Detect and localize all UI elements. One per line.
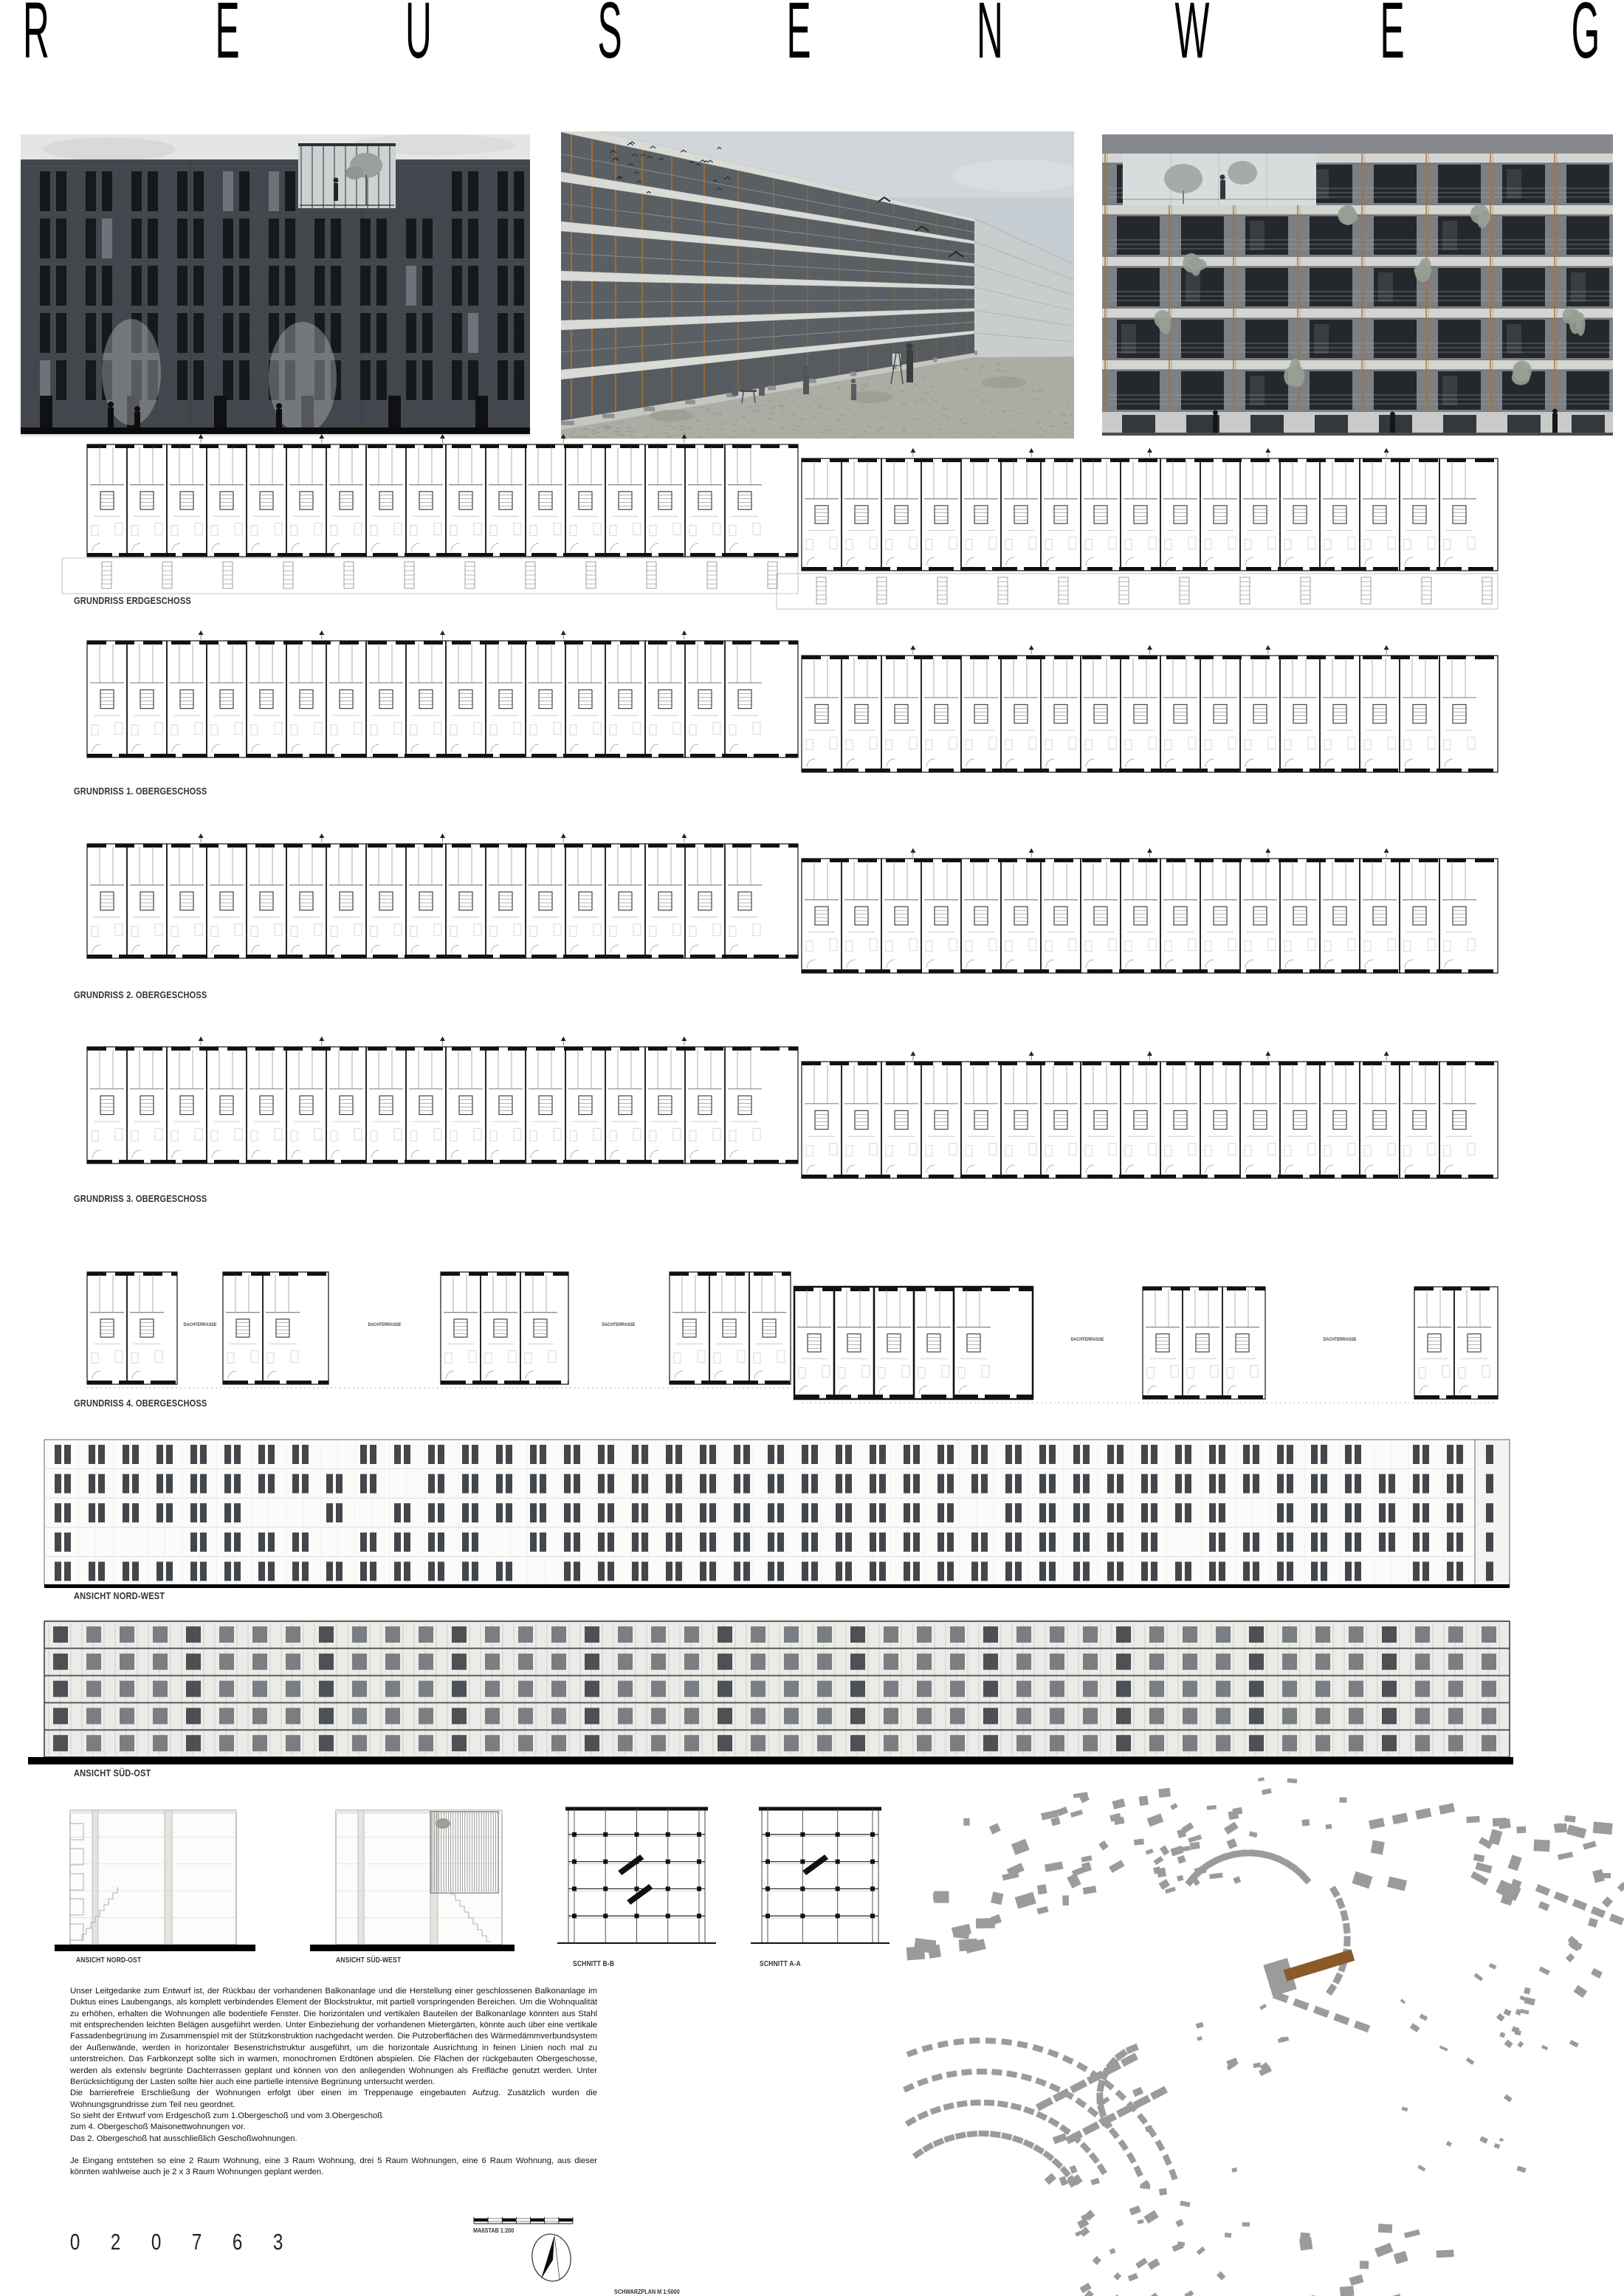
floor-plan-strip: [670, 1272, 791, 1384]
label-massstab: MAßSTAB 1:200: [473, 2227, 515, 2234]
floor-plan-strip: [1414, 1287, 1498, 1399]
label-dachterrasse: DACHTERRASSE: [368, 1323, 402, 1327]
label-ansicht-nordwest: ANSICHT NORD-WEST: [74, 1590, 165, 1601]
label-ansicht-suedwest: ANSICHT SÜD-WEST: [336, 1956, 402, 1965]
floor-plan-strip: [802, 448, 1498, 571]
label-grundriss-3og: GRUNDRISS 3. OBERGESCHOSS: [74, 1193, 207, 1204]
ground-line: [55, 1945, 255, 1951]
label-grundriss-1og: GRUNDRISS 1. OBERGESCHOSS: [74, 786, 207, 797]
label-grundriss-erdgeschoss: GRUNDRISS ERDGESCHOSS: [74, 595, 191, 606]
elevation-southwest: [336, 1810, 502, 1945]
floor-plan-strip: [794, 1287, 1033, 1399]
floor-plan-strip: [223, 1272, 328, 1384]
floor-plan-strip: [87, 833, 798, 958]
description-paragraph: Das 2. Obergeschoß hat ausschließlich Geschoßwohnungen.: [70, 2134, 297, 2143]
tenant-gardens: [777, 574, 1498, 609]
elevation-southeast: [28, 1621, 1513, 1764]
ground-line: [310, 1945, 515, 1951]
floor-plan-strip: [802, 1051, 1498, 1178]
floor-plan-strip: [87, 434, 798, 557]
label-ansicht-suedost: ANSICHT SÜD-OST: [74, 1767, 151, 1778]
description-paragraph: Die barrierefreie Erschließung der Wohnungen erfolgt über einen im Treppenauge eingebauten Aufzug. Zusätzlich wurden die Wohnungsgrundrisse zum Teil neu geordnet.: [70, 2089, 597, 2109]
description-paragraph: So sieht der Entwurf vom Erdgeschoß zum 1.Obergeschoß und vom 3.Obergeschoß: [70, 2111, 383, 2120]
label-grundriss-4og: GRUNDRISS 4. OBERGESCHOSS: [74, 1398, 207, 1409]
north-compass-icon: [529, 2232, 574, 2284]
label-schwarzplan: SCHWARZPLAN M 1:5000: [614, 2288, 680, 2295]
floor-plan-strip: [87, 1272, 177, 1384]
label-ansicht-nordost: ANSICHT NORD-OST: [76, 1956, 142, 1965]
label-grundriss-2og: GRUNDRISS 2. OBERGESCHOSS: [74, 989, 207, 1000]
floor-plan-strip: [441, 1272, 568, 1384]
label-dachterrasse: DACHTERRASSE: [602, 1323, 636, 1327]
label-dachterrasse: DACHTERRASSE: [1070, 1338, 1104, 1342]
section-aa: [751, 1807, 890, 1943]
scale-bar: [474, 2217, 573, 2224]
label-schnitt-bb: SCHNITT B-B: [573, 1960, 615, 1968]
rendering-courtyard: [561, 123, 1085, 439]
description-paragraph: Je Eingang entstehen so eine 2 Raum Wohnung, eine 3 Raum Wohnung, drei 5 Raum Wohnungen, eine 6 Raum Wohnung, aus dieser könnten wahlweise auch je 2 x 3 Raum Wohnungen geplant werden.: [70, 2156, 597, 2177]
label-dachterrasse: DACHTERRASSE: [1323, 1338, 1357, 1342]
site-plan: [903, 1777, 1624, 2296]
floor-plans: [62, 434, 1498, 1403]
elevation-northwest: [44, 1440, 1510, 1588]
description-paragraph: Unser Leitgedanke zum Entwurf ist, der Rückbau der vorhandenen Balkonanlage und die Herstellung einer geschlossenen Balkonanlage im Duktus eines Laubengangs, als komplett verbindendes Element der Blockstruktur, mit partiell vorspringenden Bereichen. Um die Wohnqualität zu erhöhen, erhalten die Wohnungen alle bodentiefe Fenster. Die horizontalen und vertikalen Bauteilen der Balkonanlage könnten aus Stahl mit entsprechenden leichten Belägen ausgeführt werden. Unter Einbeziehung der vorhandenen Mietergärten, könnte auch über eine vertikale Fassadenbegrünung im Zusammenspiel mit der Stützkonstruktion nachgedacht werden. Die Putzoberflächen des Wärmedämmverbundsystem der Außenwände, werden in horizontaler Besenstrichstruktur ausgeführt, um die horizontale Ausrichtung in feinen Linien noch mal zu unterstreichen. Das Farbkonzept sollte sich in warmen, monochromen Erdtönen abspielen. Die Flächen der rückgebauten Obergeschosse, werden als extensiv begrünte Dachterrassen geplant und können von den anliegenden Wohnungen als Freifläche genutzt werden. Unter Berücksichtigung der Lasten sollte hier auch eine partielle intensive Begrünung untersucht werden.: [70, 1987, 597, 2086]
floor-plan-strip: [1143, 1287, 1265, 1399]
floor-plan-strip: [87, 1037, 798, 1164]
section-bb: [557, 1807, 716, 1943]
label-dachterrasse: DACHTERRASSE: [183, 1323, 217, 1327]
entry-code: 0 2 0 7 6 3: [69, 2229, 283, 2255]
rendering-garden-facade: [1102, 134, 1621, 436]
floor-plan-strip: [802, 848, 1498, 973]
description-paragraph: zum 4. Obergeschoß Maisonettwohnungen vor.: [70, 2123, 246, 2132]
poster-title: R E U S E N W E G: [23, 0, 1600, 75]
floor-plan-strip: [802, 645, 1498, 772]
rendering-street-facade: [21, 134, 530, 436]
project-description: [70, 1986, 597, 2179]
elevation-northeast: [70, 1810, 236, 1945]
tenant-gardens: [62, 558, 798, 594]
label-schnitt-aa: SCHNITT A-A: [760, 1960, 801, 1968]
floor-plan-strip: [87, 630, 798, 757]
